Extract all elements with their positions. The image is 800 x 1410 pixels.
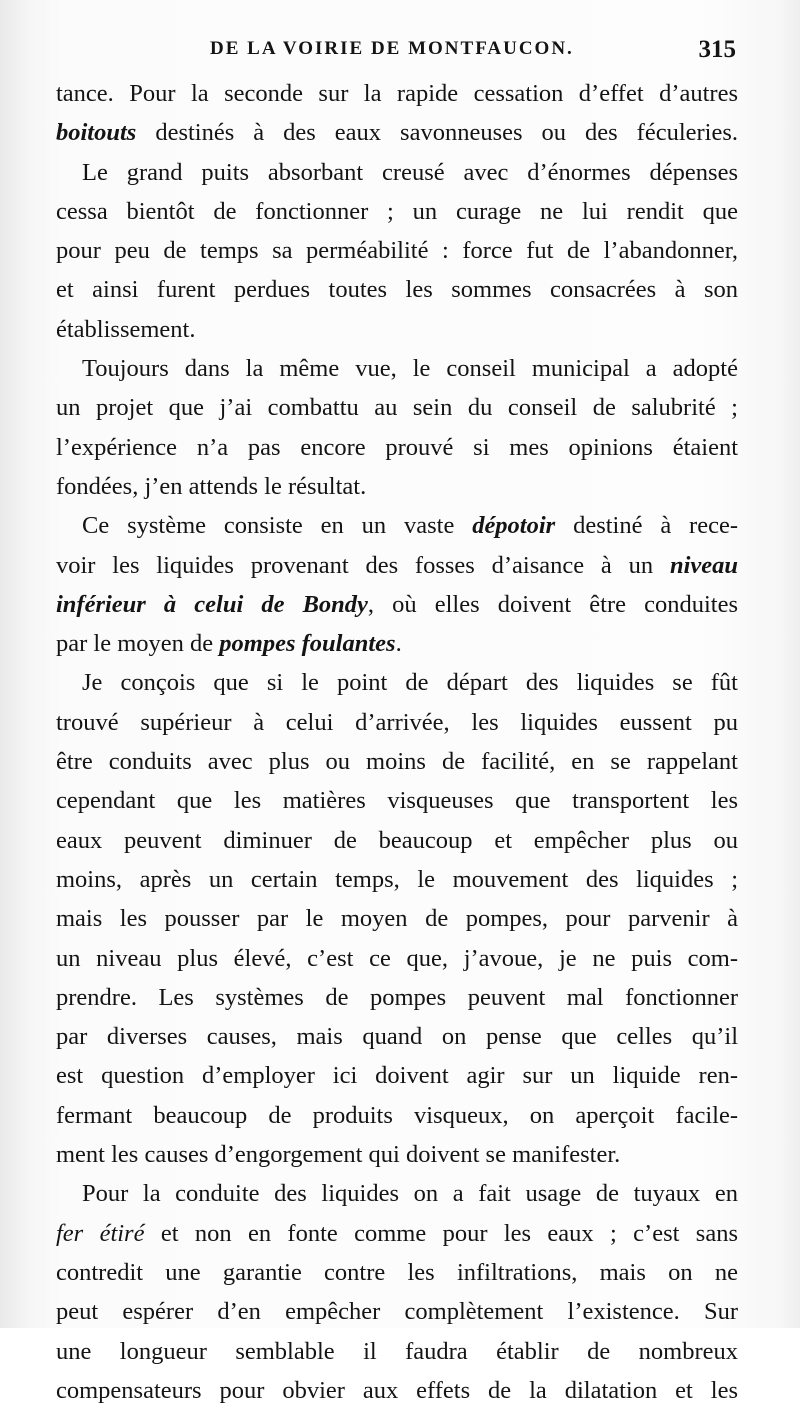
text-line bbox=[56, 1096, 738, 1135]
text-line bbox=[56, 192, 738, 231]
text-line bbox=[56, 978, 738, 1017]
text-segment: fermant beaucoup de produits visqueux, on aperçoit facile- bbox=[56, 1101, 738, 1129]
text-segment: Le grand puits absorbant creusé avec d’énormes dépenses bbox=[82, 158, 738, 186]
text-segment: un niveau plus élevé, c’est ce que, j’avoue, je ne puis com- bbox=[56, 944, 738, 972]
text-line bbox=[56, 1174, 738, 1213]
text-segment: Toujours dans la même vue, le conseil municipal a adopté bbox=[82, 355, 738, 383]
text-line bbox=[56, 74, 738, 113]
italic-term: inférieur à celui de Bondy bbox=[56, 590, 368, 618]
text-segment: pour peu de temps sa perméabilité : force fut de l’abandonner, bbox=[56, 237, 738, 265]
text-line bbox=[56, 349, 738, 388]
text-segment: par diverses causes, mais quand on pense que celles qu’il bbox=[56, 1023, 738, 1051]
italic-term: pompes foulantes bbox=[219, 630, 396, 658]
text-line bbox=[56, 585, 738, 624]
text-segment: eaux peuvent diminuer de beaucoup et empêcher plus ou bbox=[56, 826, 738, 854]
text-segment: mais les pousser par le moyen de pompes, pour parvenir à bbox=[56, 905, 738, 933]
text-line bbox=[56, 231, 738, 270]
text-line bbox=[56, 742, 738, 781]
text-segment: tance. Pour la seconde sur la rapide cessation d’effet d’autres bbox=[56, 80, 738, 107]
text-segment: cessa bientôt de fonctionner ; un curage ne lui rendit que bbox=[56, 197, 738, 225]
text-line bbox=[56, 113, 738, 152]
text-segment: peut espérer d’en empêcher complètement l’existence. Sur bbox=[56, 1298, 738, 1326]
text-line bbox=[56, 506, 738, 545]
running-title: DE LA VOIRIE DE MONTFAUCON. bbox=[210, 38, 574, 59]
text-segment: prendre. Les systèmes de pompes peuvent mal fonctionner bbox=[56, 983, 738, 1011]
text-segment: contredit une garantie contre les infiltrations, mais on ne bbox=[56, 1258, 738, 1286]
text-segment: moins, après un certain temps, le mouvement des liquides ; bbox=[56, 865, 738, 893]
text-segment: , où elles doivent être conduites bbox=[367, 590, 739, 618]
page-header bbox=[0, 38, 800, 68]
italic-term: niveau bbox=[669, 551, 738, 579]
text-segment: un projet que j’ai combattu au sein du conseil de salubrité ; bbox=[56, 394, 738, 422]
text-segment: . bbox=[395, 630, 402, 658]
text-segment: Ce système consiste en un vaste bbox=[82, 512, 473, 540]
text-segment: compensateurs pour obvier aux effets de la dilatation et les bbox=[56, 1376, 738, 1404]
text-segment: ment les causes d’engorgement qui doivent se manifester. bbox=[56, 1141, 621, 1169]
text-segment: destiné à rece- bbox=[555, 512, 738, 540]
text-line bbox=[56, 624, 738, 663]
text-segment: être conduits avec plus ou moins de facilité, en se rappelant bbox=[56, 748, 738, 776]
text-line bbox=[56, 939, 738, 978]
italic-term: dépotoir bbox=[472, 512, 556, 540]
text-line bbox=[56, 663, 738, 702]
text-line bbox=[56, 1332, 738, 1371]
text-segment: établissement. bbox=[56, 315, 196, 343]
text-line bbox=[56, 1214, 738, 1253]
text-segment: et non en fonte comme pour les eaux ; c’est sans bbox=[144, 1219, 738, 1247]
text-line bbox=[56, 899, 738, 938]
text-segment: fondées, j’en attends le résultat. bbox=[56, 472, 367, 500]
italic-term: fer étiré bbox=[56, 1219, 145, 1247]
text-segment: Je conçois que si le point de départ des liquides se fût bbox=[82, 669, 738, 697]
text-segment: cependant que les matières visqueuses que transportent les bbox=[56, 787, 738, 815]
text-segment: destinés à des eaux savonneuses ou des féculeries. bbox=[136, 119, 738, 147]
text-segment: est question d’employer ici doivent agir sur un liquide ren- bbox=[56, 1062, 738, 1090]
text-segment: l’expérience n’a pas encore prouvé si mes opinions étaient bbox=[56, 433, 738, 461]
text-line bbox=[56, 1135, 738, 1174]
text-segment: Pour la conduite des liquides on a fait usage de tuyaux en bbox=[82, 1180, 738, 1208]
text-segment: trouvé supérieur à celui d’arrivée, les liquides eussent pu bbox=[56, 708, 738, 736]
text-line bbox=[56, 546, 738, 585]
italic-term: boitouts bbox=[56, 119, 137, 147]
text-segment: et ainsi furent perdues toutes les sommes consacrées à son bbox=[56, 276, 738, 304]
text-line bbox=[56, 1253, 738, 1292]
text-line bbox=[56, 781, 738, 820]
text-line bbox=[56, 1371, 738, 1410]
text-line bbox=[56, 153, 738, 192]
text-line bbox=[56, 467, 738, 506]
text-line bbox=[56, 703, 738, 742]
text-line bbox=[56, 1292, 738, 1331]
page-number: 315 bbox=[698, 36, 736, 63]
text-segment: voir les liquides provenant des fosses d’aisance à un bbox=[56, 551, 670, 579]
text-line bbox=[56, 821, 738, 860]
text-segment: par le moyen de bbox=[56, 630, 220, 658]
text-line bbox=[56, 860, 738, 899]
body-text bbox=[56, 74, 738, 1410]
text-segment: une longueur semblable il faudra établir de nombreux bbox=[56, 1337, 738, 1365]
text-line bbox=[56, 270, 738, 309]
text-line bbox=[56, 1056, 738, 1095]
text-line bbox=[56, 1017, 738, 1056]
text-line bbox=[56, 388, 738, 427]
text-line bbox=[56, 310, 738, 349]
text-line bbox=[56, 428, 738, 467]
